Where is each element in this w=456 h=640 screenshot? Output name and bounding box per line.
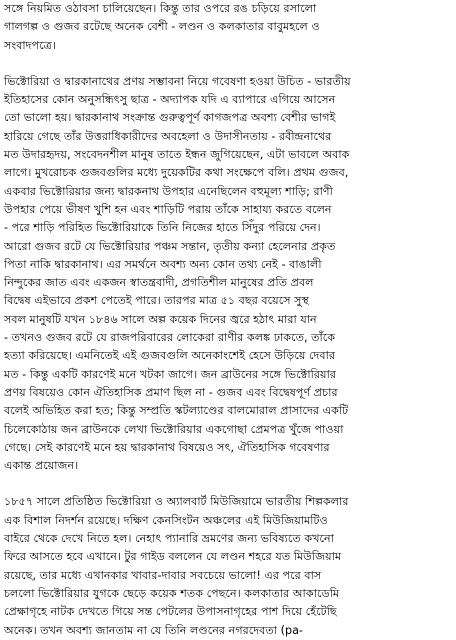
text-line: একান্ত প্রয়োজন। bbox=[4, 459, 79, 473]
text-line: প্রণয় বিষয়েও কোন ঐতিহাসিক প্রমাণ ছিল না - গুজব এবং বিদ্বেষপূর্ণ প্রচার bbox=[4, 385, 338, 399]
text-line: গেছে। সেই কারণেই মনে হয় দ্বারকানাথ বিষয়েও সৎ, ঐতিহাসিক গবেষণার bbox=[4, 440, 330, 454]
paragraph-1 bbox=[4, 0, 452, 55]
text-line: ইতিহাসের কোন অনুসন্ধিৎসু ছাত্র - অদ্যাপক যদি এ ব্যাপারে এগিয়ে আসেন bbox=[4, 93, 336, 107]
paragraph-gap bbox=[4, 55, 452, 73]
text-line: আরো গুজব রটে যে ভিক্টোরিয়ার পঞ্চম সন্তান, তৃতীয় কন্যা হেলেনার প্রকৃত bbox=[4, 239, 336, 253]
text-line: বিদ্বেষ এইভাবে প্রকশ পেতেই পারে। তারপর মাত্র ৫১ বছর বয়েসে সুস্থ bbox=[4, 294, 309, 308]
text-line: গালগল্প ও গুজব রটেছে অনেক বেশী - লণ্ডন ও কলকাতার বাবুমহলে ও bbox=[4, 20, 320, 34]
text-line: সংবাদপত্রে। bbox=[4, 38, 56, 52]
paragraph-3 bbox=[4, 493, 452, 639]
text-line: চললো ভিক্টোরিয়ার যুগকে ছেড়ে কয়েক শতক পেছনে। কলকাতার আকাডেমি bbox=[4, 586, 340, 600]
text-line: বলেই অভিহিত করা হত; কিন্তু সম্প্রতি স্কটল্যাণ্ডের বালমোরাল প্রাসাদের একটি bbox=[4, 404, 349, 418]
text-line: রয়েছে, তার মধ্যে এখানকার খাবার-দাবার সবচেয়ে ভালো! এর পরে বাস bbox=[4, 568, 322, 582]
text-line: চিলেকোঠায় জন ব্রাউনকে লেখা ভিক্টোরিয়ার একগোছা প্রেমপত্র খুঁজে পাওয়া bbox=[4, 422, 344, 436]
text-line: পিতা নাকি দ্বারকানাথ। এর সমর্থনে অবশ্য অন্য কোন তথ্য নেই - বাঙালী bbox=[4, 257, 322, 271]
text-line: লাগে। মুখরোচক গুজবগুলির মধ্যে দুয়েকটির কথা সংক্ষেপে বলি। প্রথম গুজব, bbox=[4, 166, 349, 180]
paragraph-2 bbox=[4, 73, 452, 476]
text-line: - পরে শাড়ি পরিহিত ভিক্টোরিয়াকে তিনি নিজের হাতে সিঁদুর পরিয়ে দেন। bbox=[4, 221, 321, 235]
text-line: সঙ্গে নিয়মিত ওঠাবসা চালিয়েছেন। কিন্তু তার ওপরে রঙ চড়িয়ে রসালো bbox=[4, 2, 317, 15]
text-line: মত উদারহৃদয়, সংবেদনশীল মানুষ তাতে ইন্ধন জুগিয়েছেন, এটা ভাবলে অবাক bbox=[4, 148, 350, 162]
text-line: উপহার পেয়ে ভীষণ খুশি হন এবং শাড়িটি পরায় তাঁকে সাহায্য করতে বলেন bbox=[4, 202, 332, 216]
text-line: সবল মানুষটি যখন ১৮৪৬ সালে অল্প কয়েক দিনের জ্বরে হঠাৎ মারা যান bbox=[4, 312, 317, 326]
text-line: নিন্দুকের জাত এবং একজন স্বাতন্ত্রবাদী, প্রগতিশীল মানুষের প্রতি প্রবল bbox=[4, 276, 314, 290]
text-line: ১৮৫৭ সালে প্রতিষ্ঠিত ভিক্টোরিয়া ও অ্যালবার্ট মিউজিয়ামে ভারতীয় শিল্পকলার bbox=[4, 495, 349, 509]
text-line: বাইরে থেকে দেখে নিতে হল। নেহাৎ প্যানারি ভ্রমণের জন্য ভবিষ্যতে কখনো bbox=[4, 532, 334, 546]
text-line: হারিয়ে গেছে তাঁর উত্তরাধিকারীদের অবহেলা ও উদাসীনতায় - রবীন্দ্রনাথের bbox=[4, 129, 332, 143]
text-line: অনেক। তখন অবশ্য জানতাম না যে তিনি লণ্ডনের নগরদেবতা (pa- bbox=[4, 623, 303, 637]
text-line: তো ভালো হয়। দ্বারকানাথ সংক্রান্ত গুরুত্বপূর্ণ কাগজপত্র অবশ্য বেশীর ভাগই bbox=[4, 111, 336, 125]
text-line: মত - কিন্তু একটি কারণেই মনে খটকা জাগে। জন ব্রাউনের সঙ্গে ভিক্টোরিয়ার bbox=[4, 367, 337, 381]
text-line: একবার ভিক্টোরিয়ার জন্য দ্বারকনাথ উপহার এনেছিলেন বহুমূল্য শাড়ি; রাণী bbox=[4, 184, 333, 198]
text-line: প্রেক্ষাগৃহে নাটক দেখতে গিয়ে সন্ত পেটলের উপাসনাগৃহের পাশ দিয়ে হেঁটেছি bbox=[4, 605, 337, 619]
text-line: - তখনও গুজব রটে যে রাজপরিবারের লোকেরা রাণীর কলঙ্ক ঢাকতে, তাঁকে bbox=[4, 331, 336, 345]
text-line: হত্যা করিয়েছে। এমনিতেই এই গুজবগুলি অনেকাংশেই হেসে উড়িয়ে দেবার bbox=[4, 349, 336, 363]
paragraph-gap bbox=[4, 475, 452, 493]
text-line: এক বিশাল নিদর্শন রয়েছে। দক্ষিণ কেনসিংটন অঞ্চলের এই মিউজিয়ামটিও bbox=[4, 513, 328, 527]
text-line: ভিক্টোরিয়া ও দ্বারকানাথের প্রণয় সম্ভাবনা নিয়ে গবেষণা হওয়া উচিত - ভারতীয় bbox=[4, 74, 351, 88]
text-line: ফিরে আসতে হবে এখানে। টুর গাইড বললেন যে লণ্ডন শহরে যত মিউজিয়াম bbox=[4, 550, 342, 564]
